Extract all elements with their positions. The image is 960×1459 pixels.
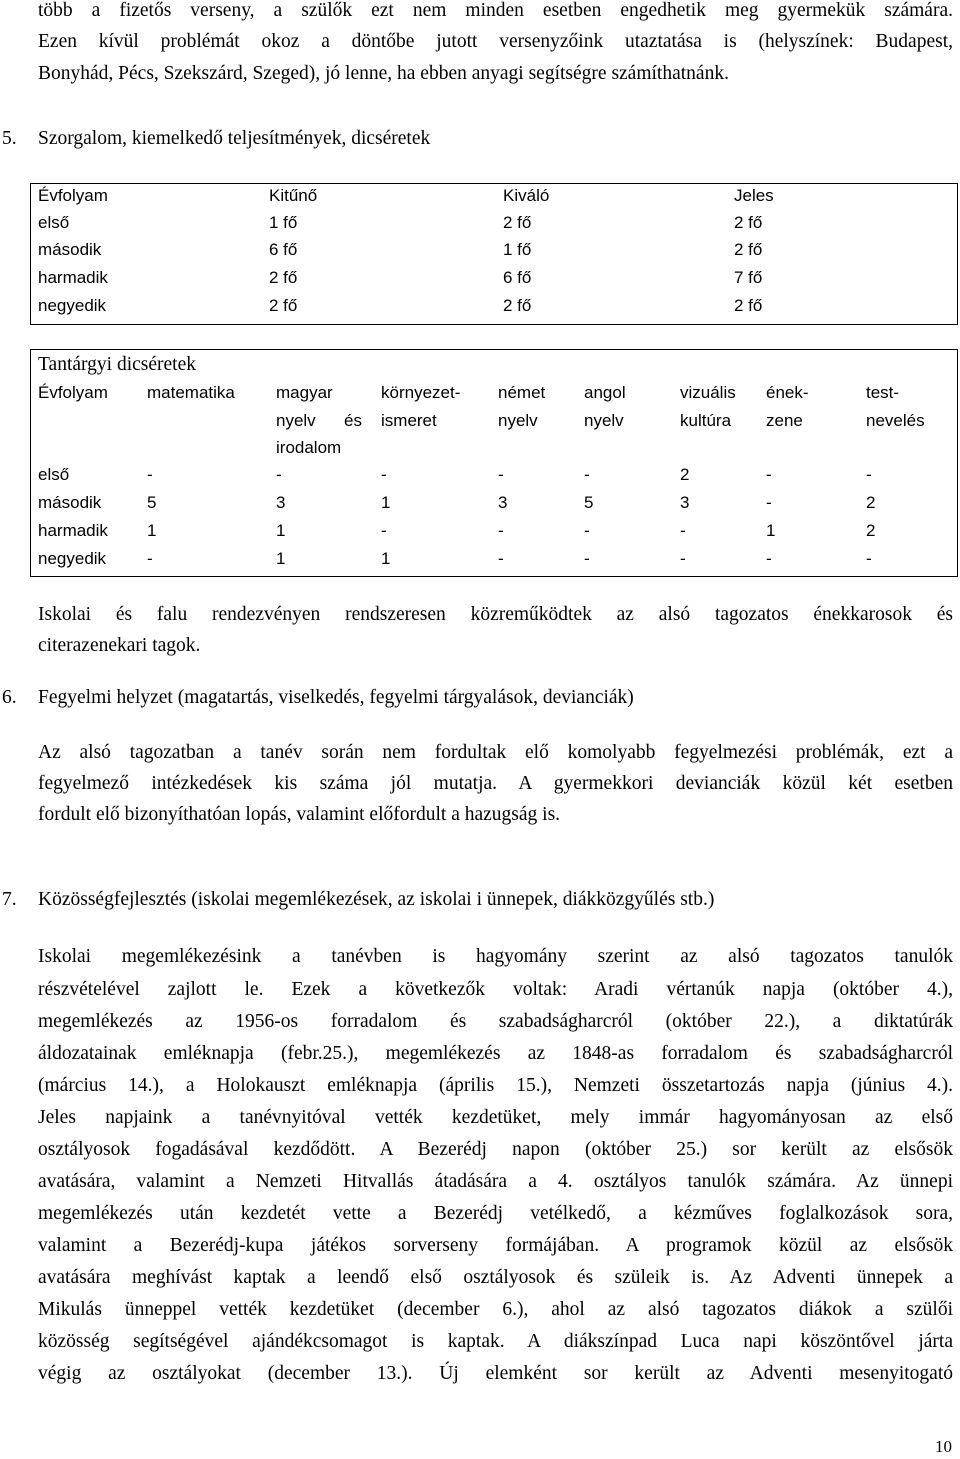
t2-row3-c1: 1 xyxy=(147,521,157,540)
table-2-caption: Tantárgyi dicséretek xyxy=(38,354,196,375)
t2-header-evfolyam: Évfolyam xyxy=(38,383,108,402)
t2-row1-c4: - xyxy=(498,465,504,484)
subject-praise-table xyxy=(30,349,958,577)
t1-row2-kituno: 6 fő xyxy=(269,240,298,259)
t1-row4-kituno: 2 fő xyxy=(269,296,298,315)
t1-row2-kivalo: 1 fő xyxy=(503,240,532,259)
section-5-number: 5. xyxy=(2,128,17,149)
t2-row2-c7: - xyxy=(766,493,772,512)
t2-header-vizualis-1: vizuális xyxy=(680,383,736,402)
section-7-line-8: avatására, valamint a Nemzeti Hitvallás átadására a 4. osztályos tanulók számára. Az ünnepi xyxy=(38,1171,953,1192)
t1-header-jeles: Jeles xyxy=(734,186,774,205)
t1-header-kivalo: Kiváló xyxy=(503,186,550,205)
t2-row4-c3: 1 xyxy=(381,549,391,568)
intro-line-3: Bonyhád, Pécs, Szekszárd, Szeged), jó lenne, ha ebben anyagi segítségre számíthatnánk. xyxy=(38,63,729,84)
section-7-line-9: megemlékezés után kezdetét vette a Bezerédj vetélkedő, a kézműves foglalkozások sora, xyxy=(38,1203,953,1224)
section-5-title: Szorgalom, kiemelkedő teljesítmények, dicséretek xyxy=(38,128,431,149)
intro-line-2: Ezen kívül problémát okoz a döntőbe jutott versenyzőink utaztatása is (helyszínek: Budapest, xyxy=(38,31,953,52)
t2-row2-c4: 3 xyxy=(498,493,508,512)
section-7-line-2: részvételével zajlott le. Ezek a következők voltak: Aradi vértanúk napja (október 4.), xyxy=(38,979,953,1000)
t2-row1-c6: 2 xyxy=(680,465,690,484)
t2-header-magyar-3: irodalom xyxy=(276,438,342,457)
section-7-line-11: avatására meghívást kaptak a leendő első osztályosok és szüleik is. Az Adventi ünnepek a xyxy=(38,1267,953,1288)
intro-line-1: több a fizetős verseny, a szülők ezt nem minden esetben engedhetik meg gyermekük számára. xyxy=(38,0,953,21)
t2-row1-c1: - xyxy=(147,465,153,484)
t2-row2-c2: 3 xyxy=(276,493,286,512)
section-6-title: Fegyelmi helyzet (magatartás, viselkedés, fegyelmi tárgyalások, devianciák) xyxy=(38,687,634,708)
t2-header-angol-2: nyelv xyxy=(584,411,624,430)
t2-row4-c4: - xyxy=(498,549,504,568)
t1-row3-kivalo: 6 fő xyxy=(503,268,532,287)
t2-row1-c2: - xyxy=(276,465,282,484)
section-7-line-5: (március 14.), a Holokauszt emléknapja (április 15.), Nemzeti összetartozás napja (június 4.). xyxy=(38,1075,953,1096)
section-7-heading xyxy=(2,889,714,911)
t1-row1-kituno: 1 fő xyxy=(269,213,298,232)
t2-row2-c6: 3 xyxy=(680,493,690,512)
t2-row1-c8: - xyxy=(866,465,872,484)
achievements-table xyxy=(30,183,958,325)
page-number: 10 xyxy=(935,1437,952,1456)
section-6-heading xyxy=(2,687,634,709)
section-7-line-13: közösség segítségével ajándékcsomagot is kaptak. A diákszínpad Luca napi köszöntővel járta xyxy=(38,1331,953,1352)
section-7-line-7: osztályosok fogadásával kezdődött. A Bezerédj napon (október 25.) sor került az elsősök xyxy=(38,1139,953,1160)
section-5-heading xyxy=(2,128,430,150)
t2-header-magyar-2: nyelv és xyxy=(276,411,362,430)
para-after-table-line-2: citerazenekari tagok. xyxy=(38,635,201,656)
t2-row4-grade: negyedik xyxy=(38,549,107,568)
t1-row4-jeles: 2 fő xyxy=(734,296,763,315)
t1-row1-grade: első xyxy=(38,213,70,232)
t2-row2-grade: második xyxy=(38,493,102,512)
t2-row1-c7: - xyxy=(766,465,772,484)
t1-row1-kivalo: 2 fő xyxy=(503,213,532,232)
t2-row3-c7: 1 xyxy=(766,521,776,540)
section-7-line-6: Jeles napjaink a tanévnyitóval vették kezdetüket, mely immár hagyományosan az első xyxy=(38,1107,953,1128)
section-6-line-2: fegyelmező intézkedések kis száma jól mutatja. A gyermekkori devianciák közül két esetben xyxy=(38,773,953,794)
t2-header-enek-1: ének- xyxy=(766,383,809,402)
t2-row4-c7: - xyxy=(766,549,772,568)
t2-row3-grade: harmadik xyxy=(38,521,108,540)
t2-row2-c3: 1 xyxy=(381,493,391,512)
t2-header-test-2: nevelés xyxy=(866,411,925,430)
t2-row4-c5: - xyxy=(584,549,590,568)
t2-row2-c1: 5 xyxy=(147,493,157,512)
t2-row3-c3: - xyxy=(381,521,387,540)
t1-header-evfolyam: Évfolyam xyxy=(38,186,108,205)
t2-header-matematika: matematika xyxy=(147,383,235,402)
t2-header-nemet-1: német xyxy=(498,383,546,402)
t2-row4-c1: - xyxy=(147,549,153,568)
section-6-line-3: fordult elő bizonyíthatóan lopás, valamint előfordult a hazugság is. xyxy=(38,804,561,825)
t1-row3-grade: harmadik xyxy=(38,268,108,287)
section-7-line-4: áldozatainak emléknapja (febr.25.), megemlékezés az 1848-as forradalom és szabadságharcról xyxy=(38,1043,953,1064)
t2-row4-c6: - xyxy=(680,549,686,568)
t2-row3-c8: 2 xyxy=(866,521,876,540)
t2-row3-c4: - xyxy=(498,521,504,540)
t1-header-kituno: Kitűnő xyxy=(269,186,318,205)
section-7-line-14: végig az osztályokat (december 13.). Új elemként sor került az Adventi mesenyitogató xyxy=(38,1363,953,1384)
section-7-number: 7. xyxy=(2,889,17,910)
section-6-number: 6. xyxy=(2,687,17,708)
section-7-line-1: Iskolai megemlékezésink a tanévben is hagyomány szerint az alsó tagozatos tanulók xyxy=(38,946,953,967)
section-7-title: Közösségfejlesztés (iskolai megemlékezések, az iskolai i ünnepek, diákközgyűlés stb.) xyxy=(38,889,715,910)
t2-header-vizualis-2: kultúra xyxy=(680,411,732,430)
t2-row1-grade: első xyxy=(38,465,70,484)
t1-row2-grade: második xyxy=(38,240,102,259)
section-7-line-10: valamint a Bezerédj-kupa játékos sorverseny formájában. A programok közül az elsősök xyxy=(38,1235,953,1256)
t2-row2-c5: 5 xyxy=(584,493,594,512)
t2-row2-c8: 2 xyxy=(866,493,876,512)
t2-header-enek-2: zene xyxy=(766,411,803,430)
t2-row3-c2: 1 xyxy=(276,521,286,540)
t1-row4-kivalo: 2 fő xyxy=(503,296,532,315)
section-7-line-12: Mikulás ünneppel vették kezdetüket (december 6.), ahol az alsó tagozatos diákok a szülői xyxy=(38,1299,953,1320)
t2-header-kornyezet-2: ismeret xyxy=(381,411,437,430)
t2-header-magyar-1: magyar xyxy=(276,383,333,402)
t1-row3-jeles: 7 fő xyxy=(734,268,763,287)
t2-header-nemet-2: nyelv xyxy=(498,411,538,430)
t2-header-test-1: test- xyxy=(866,383,900,402)
t2-row4-c8: - xyxy=(866,549,872,568)
t1-row3-kituno: 2 fő xyxy=(269,268,298,287)
section-7-line-3: megemlékezés az 1956-os forradalom és szabadságharcról (október 22.), a diktatúrák xyxy=(38,1011,953,1032)
t2-header-angol-1: angol xyxy=(584,383,626,402)
t1-row2-jeles: 2 fő xyxy=(734,240,763,259)
para-after-table-line-1: Iskolai és falu rendezvényen rendszeresen közreműködtek az alsó tagozatos énekkarosok és xyxy=(38,604,953,625)
t2-row3-c5: - xyxy=(584,521,590,540)
t1-row1-jeles: 2 fő xyxy=(734,213,763,232)
section-6-line-1: Az alsó tagozatban a tanév során nem fordultak elő komolyabb fegyelmezési problémák, ezt a xyxy=(38,742,953,763)
t2-row1-c3: - xyxy=(381,465,387,484)
t2-header-kornyezet-1: környezet- xyxy=(381,383,461,402)
t1-row4-grade: negyedik xyxy=(38,296,107,315)
t2-row4-c2: 1 xyxy=(276,549,286,568)
t2-row1-c5: - xyxy=(584,465,590,484)
t2-row3-c6: - xyxy=(680,521,686,540)
